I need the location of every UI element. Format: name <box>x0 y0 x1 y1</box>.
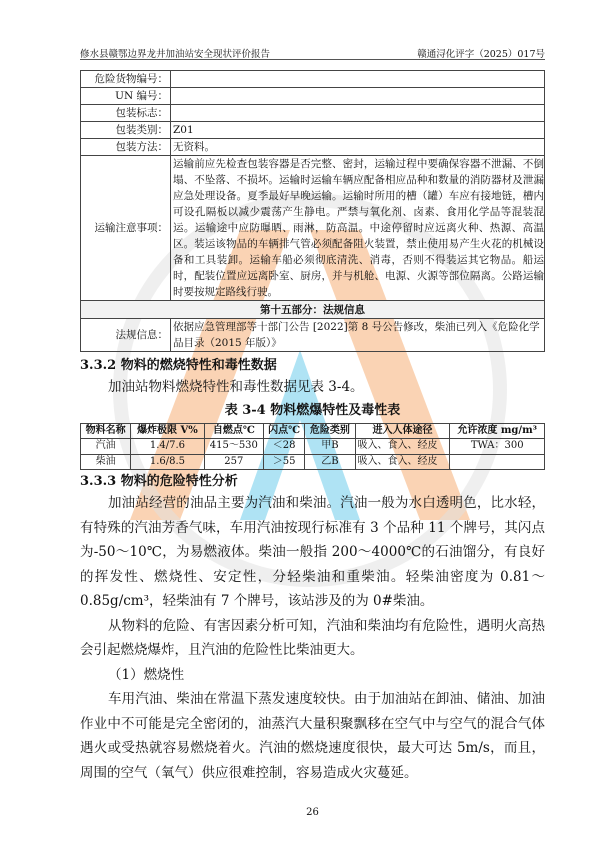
header-title: 修水县赣鄂边界龙井加油站安全现状评价报告 <box>80 49 271 60</box>
paragraph: 加油站物料燃烧特性和毒性数据见表 3-4。 <box>108 379 364 395</box>
column-header: 危险类别 <box>305 423 355 439</box>
row-value <box>171 88 545 105</box>
header-doc-number: 赣通浔化评字（2025）017号 <box>417 49 545 60</box>
row-label: 包装类别： <box>81 122 171 139</box>
paragraph: 从物料的危险、有害因素分析可知，汽油和柴油均有危险性，遇明火高热会引起燃烧爆炸，且汽油的危险性比柴油更大。 <box>80 617 545 658</box>
row-value: 依据应急管理部等十部门公告 [2022]第 8 号公告修改，柴油已列入《危险化学品目录（2015 年版）》 <box>171 319 545 352</box>
cell: TWA：300 <box>450 439 545 455</box>
cell: 1.6/8.5 <box>131 454 204 470</box>
section-row <box>81 301 545 319</box>
cell: 415～530 <box>204 439 263 455</box>
row-label: 包装标志： <box>81 105 171 122</box>
row-label: 运输注意事项： <box>81 156 171 301</box>
column-header: 进入人体途径 <box>355 423 450 439</box>
cell: 吸入、食入、经皮 <box>355 439 450 455</box>
cell: ＞55 <box>264 454 305 470</box>
cell: 汽油 <box>81 439 131 455</box>
paragraph: （1）燃烧性 <box>108 666 185 683</box>
row-value: Z01 <box>171 122 545 139</box>
table-row <box>81 105 545 122</box>
table-header-row <box>81 423 545 439</box>
column-header: 闪点℃ <box>264 423 305 439</box>
cell: 甲B <box>305 439 355 455</box>
msds-table <box>80 70 545 352</box>
page-number: 26 <box>306 807 319 818</box>
row-value <box>171 105 545 122</box>
table-3-4 <box>80 423 545 471</box>
paragraph: 加油站经营的油品主要为汽油和柴油。汽油一般为水白透明色，比水轻，有特殊的汽油芳香气味，车用汽油按现行标准有 3 个品种 11 个牌号，其闪点为-50～10℃，为易燃液体。柴油一般指 200～4000℃的石油馏分，有良好的挥发性、燃烧性、安定性，分轻柴油和重柴油。轻柴油密度为 0.81～0.85g/cm³，轻柴油有 7 个牌号，该站涉及的为 0#柴油。 <box>80 495 545 609</box>
column-header: 物料名称 <box>81 423 131 439</box>
row-label: 危险货物编号： <box>81 71 171 88</box>
cell: ＜28 <box>264 439 305 455</box>
cell: 257 <box>204 454 263 470</box>
page-body <box>80 0 545 838</box>
cell <box>450 454 545 470</box>
cell: 乙B <box>305 454 355 470</box>
table-row <box>81 319 545 352</box>
row-value: 无资料。 <box>171 139 545 156</box>
row-label: 包装方法： <box>81 139 171 156</box>
section-title: 第十五部分：法规信息 <box>81 301 545 319</box>
row-value: 运输前应先检查包装容器是否完整、密封，运输过程中要确保容器不泄漏、不倒塌、不坠落、不损坏。运输时运输车辆应配备相应品种和数量的消防器材及泄漏应急处理设备。夏季最好早晚运输。运输时所用的槽（罐）车应有接地链，槽内可设孔隔板以减少震荡产生静电。严禁与氧化剂、卤素、食用化学品等混装混运。运输途中应防曝晒、雨淋，防高温。中途停留时应远离火种、热源、高温区。装运该物品的车辆排气管必须配备阻火装置，禁止使用易产生火花的机械设备和工具装卸。运输车船必须彻底清洗、消毒，否则不得装运其它物品。船运时，配装位置应远离卧室、厨房，并与机舱、电源、火源等部位隔离。公路运输时要按规定路线行驶。 <box>171 156 545 301</box>
row-label: UN 编号： <box>81 88 171 105</box>
paragraph: 车用汽油、柴油在常温下蒸发速度较快。由于加油站在卸油、储油、加油作业中不可能是完全密闭的，油蒸汽大量积聚飘移在空气中与空气的混合气体遇火或受热就容易燃烧着火。汽油的燃烧速度很快，最大可达 5m/s，而且，周围的空气（氧气）供应很难控制，容易造成火灾蔓延。 <box>80 691 545 781</box>
cell: 吸入、食入、经皮 <box>355 454 450 470</box>
table-row <box>81 139 545 156</box>
section-heading-332: 3.3.2 物料的燃烧特性和毒性数据 <box>80 358 277 373</box>
table-row <box>81 454 545 470</box>
row-label: 法规信息： <box>81 319 171 352</box>
table-row <box>81 156 545 301</box>
section-heading-333: 3.3.3 物料的危险特性分析 <box>80 474 238 489</box>
column-header: 自燃点℃ <box>204 423 263 439</box>
column-header: 爆炸极限 V% <box>131 423 204 439</box>
table-row <box>81 122 545 139</box>
table-row <box>81 439 545 455</box>
table-caption: 表 3-4 物料燃爆特性及毒性表 <box>224 402 401 418</box>
cell: 柴油 <box>81 454 131 470</box>
row-value <box>171 71 545 88</box>
table-row <box>81 71 545 88</box>
table-row <box>81 88 545 105</box>
column-header: 允许浓度 mg/m³ <box>450 423 545 439</box>
cell: 1.4/7.6 <box>131 439 204 455</box>
